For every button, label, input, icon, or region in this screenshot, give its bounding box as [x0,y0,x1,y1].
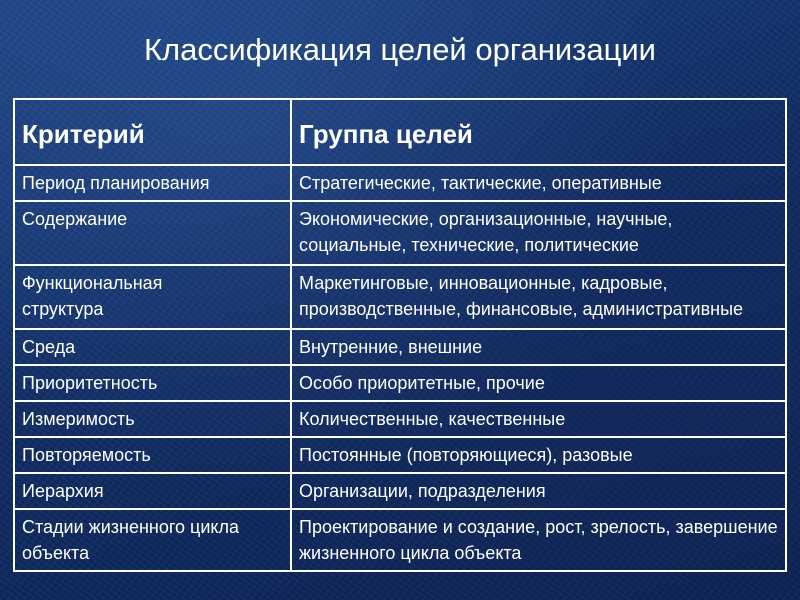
header-goal-group: Группа целей [291,99,786,165]
goal-group-cell: Маркетинговые, инновационные, кадровые, производственные, финансовые, административные [291,265,786,329]
criterion-cell: Содержание [14,201,291,265]
goal-group-cell: Особо приоритетные, прочие [291,365,786,401]
table-row [14,265,786,329]
criterion-cell: Стадии жизненного цикла объекта [14,509,291,571]
table-row [14,165,786,201]
criterion-cell: Измеримость [14,401,291,437]
table-row [14,201,786,265]
table-row [14,365,786,401]
goal-group-cell: Проектирование и создание, рост, зрелость, завершение жизненного цикла объекта [291,509,786,571]
goal-group-cell: Стратегические, тактические, оперативные [291,165,786,201]
criterion-cell: Период планирования [14,165,291,201]
table-header-row [14,99,786,165]
goal-group-cell: Количественные, качественные [291,401,786,437]
table-row [14,401,786,437]
table-row [14,329,786,365]
table-row [14,437,786,473]
criterion-cell: Функциональная структура [14,265,291,329]
slide-title: Классификация целей организации [144,32,656,67]
table-row [14,509,786,571]
criterion-cell: Приоритетность [14,365,291,401]
header-criterion: Критерий [14,99,291,165]
goal-group-cell: Внутренние, внешние [291,329,786,365]
goals-classification-table [13,98,787,572]
criterion-cell: Среда [14,329,291,365]
goal-group-cell: Постоянные (повторяющиеся), разовые [291,437,786,473]
table-row [14,473,786,509]
criterion-cell: Повторяемость [14,437,291,473]
goal-group-cell: Организации, подразделения [291,473,786,509]
goal-group-cell: Экономические, организационные, научные, социальные, технические, политические [291,201,786,265]
criterion-cell: Иерархия [14,473,291,509]
